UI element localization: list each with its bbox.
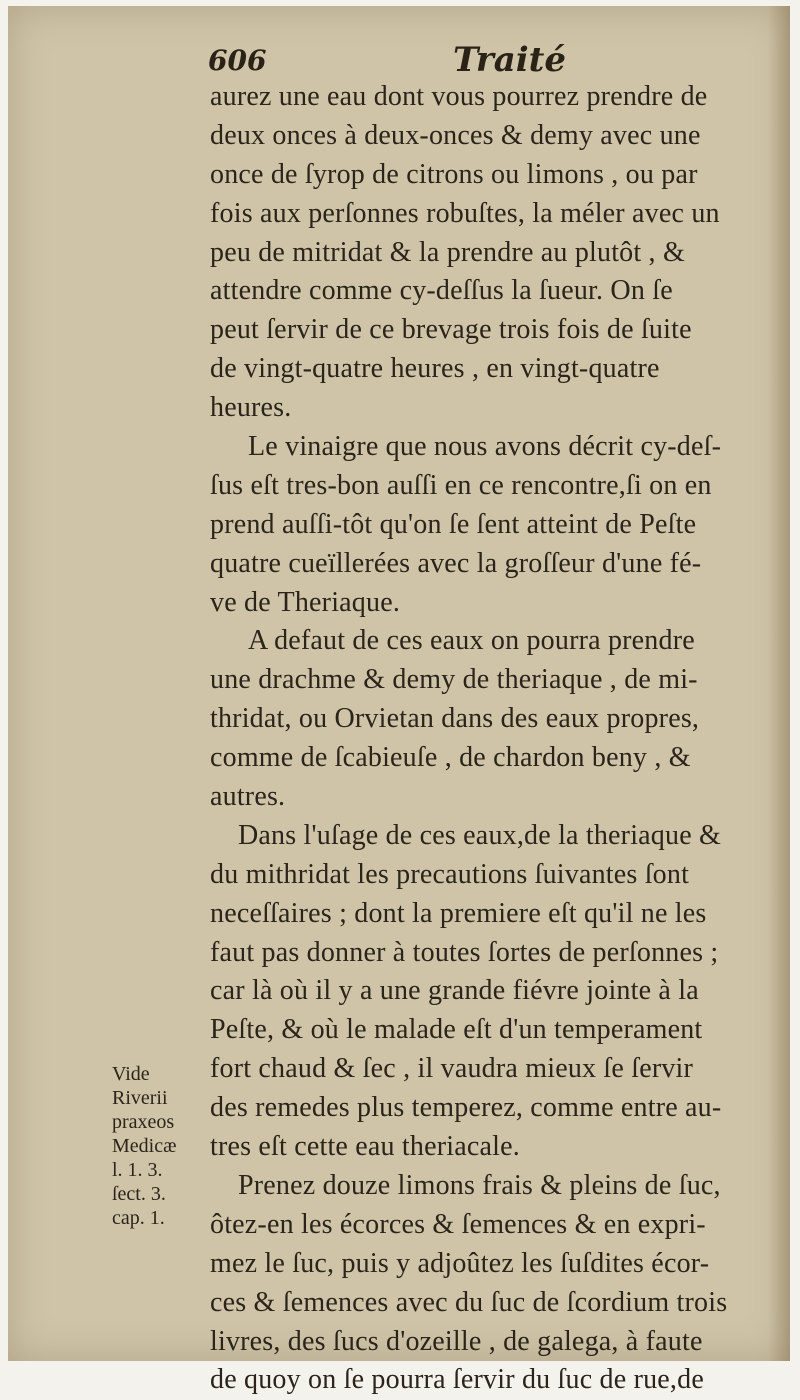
marginal-note [112,1062,202,1230]
text-line: du mithridat les precautions ſuivantes ſont [210,858,690,890]
text-line: peu de mitridat & la prendre au plutôt , & [210,236,685,268]
paragraph-start-line: Le vinaigre que nous avons décrit cy-deſ- [248,431,722,463]
margin-note-line: praxeos [112,1111,175,1133]
book-page [8,6,790,1396]
margin-note-line: Vide [112,1063,150,1085]
text-line: faut pas donner à toutes ſortes de perſonnes ; [210,936,719,968]
margin-note-line: l. 1. 3. [112,1159,163,1181]
text-line: mez le ſuc, puis y adjoûtez les ſuſdites écor- [210,1247,710,1279]
text-line: une drachme & demy de theriaque , de mi- [210,664,698,696]
text-line: ſus eſt tres-bon auſſi en ce rencontre,ſi on en [210,469,712,501]
text-line: thridat, ou Orvietan dans des eaux propres, [210,703,700,735]
text-line: autres. [210,781,286,813]
running-title: Traité [453,40,567,80]
text-line: quatre cueïllerées avec la groſſeur d'une fé- [210,547,702,579]
text-line: heures. [210,392,292,424]
paragraph-start-line: Prenez douze limons frais & pleins de ſuc, [238,1169,721,1201]
text-line: attendre comme cy-deſſus la ſueur. On ſe [210,275,673,307]
text-line: aurez une eau dont vous pourrez prendre de [210,81,708,112]
paragraph-start-line: Dans l'uſage de ces eaux,de la theriaque & [238,819,722,851]
text-line: fort chaud & ſec , il vaudra mieux ſe ſervir [210,1053,694,1085]
text-line: ôtez-en les écorces & ſemences & en expri- [210,1208,706,1240]
text-line: once de ſyrop de citrons ou limons , ou par [210,158,698,190]
text-line: peut ſervir de ce brevage trois fois de ſuite [210,314,692,346]
text-line: Peſte, & où le malade eſt d'un temperament [210,1014,703,1046]
margin-note-line: Riverii [112,1087,168,1109]
text-line: des remedes plus temperez, comme entre au- [210,1092,722,1124]
body-text [210,78,782,1400]
text-line: comme de ſcabieuſe , de chardon beny , & [210,742,691,774]
margin-note-line: Medicæ [112,1135,177,1157]
text-line: tres eſt cette eau theriacale. [210,1131,520,1163]
text-line: deux onces à deux-onces & demy avec une [210,119,701,151]
text-line: prend auſſi-tôt qu'on ſe ſent atteint de Peſte [210,508,697,540]
text-line: ve de Theriaque. [210,586,401,618]
margin-note-line: cap. 1. [112,1207,165,1229]
margin-note-line: ſect. 3. [112,1183,166,1205]
text-line: livres, des ſucs d'ozeille , de galega, à faute [210,1325,703,1357]
paragraph-start-line: A defaut de ces eaux on pourra prendre [248,625,695,657]
text-line: fois aux perſonnes robuſtes, la méler avec un [210,197,720,229]
text-line: ces & ſemences avec du ſuc de ſcordium trois [210,1286,728,1318]
text-line: car là où il y a une grande fiévre jointe à la [210,975,699,1007]
page-number: 606 [208,44,267,77]
text-line: de quoy on ſe pourra ſervir du ſuc de rue,de [210,1364,704,1396]
text-line: neceſſaires ; dont la premiere eſt qu'il ne les [210,897,707,929]
text-line: de vingt-quatre heures , en vingt-quatre [210,353,660,385]
